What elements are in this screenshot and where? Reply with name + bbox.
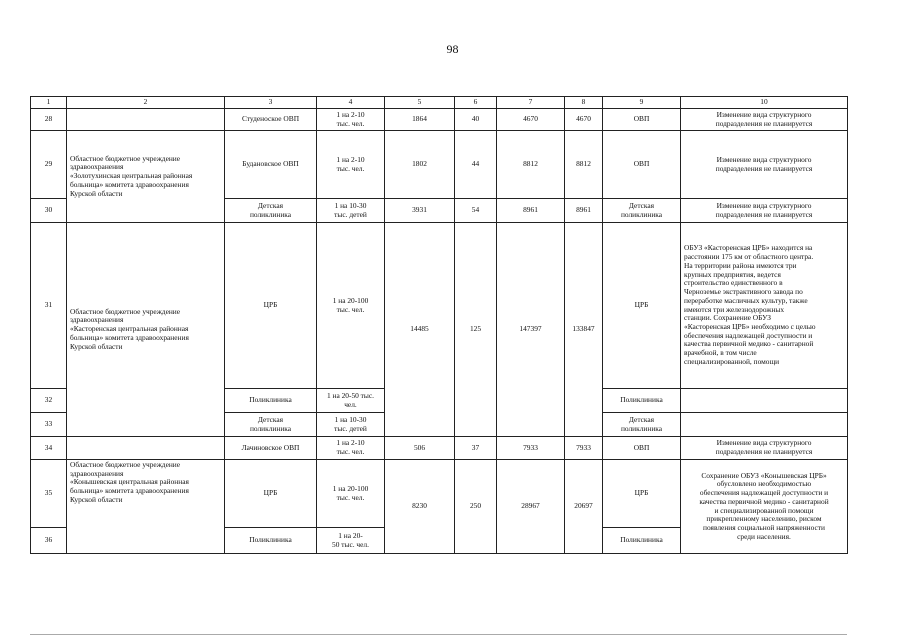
column-header: 1 [31,97,67,109]
note-cell: Изменение вида структурного подразделения не планируется [681,109,848,131]
planned-unit-cell: Поликлиника [603,528,681,554]
value-cell: 14485 [385,223,455,437]
note-cell: ОБУЗ «Касторенская ЦРБ» находится на расстоянии 175 км от областного центра. На территории района имеются три крупных предприятия, ведется строительство единственного в Черноземье экстрактивного завода по переработке масличных культур, также имеются три железнодорожных станции. Сохранение ОБУЗ «Касторенская ЦРБ» необходимо с целью обеспечения надлежащей доступности и качества первичной медико - санитарной врачебной, в том числе специализированной, помощи [681,223,848,389]
value-cell: 8812 [565,131,603,199]
planned-unit-cell: ЦРБ [603,223,681,389]
column-header: 8 [565,97,603,109]
value-cell: 37 [455,437,497,460]
table-row [31,460,848,528]
row-number: 32 [31,389,67,413]
value-cell: 40 [455,109,497,131]
planned-unit-cell: Поликлиника [603,389,681,413]
value-cell: 28967 [497,460,565,554]
column-header: 3 [225,97,317,109]
row-number: 29 [31,131,67,199]
value-cell: 8961 [565,199,603,223]
value-cell: 8230 [385,460,455,554]
row-number: 30 [31,199,67,223]
value-cell: 20697 [565,460,603,554]
institution-cell [67,109,225,131]
unit-cell: Будановское ОВП [225,131,317,199]
column-header: 2 [67,97,225,109]
planned-unit-cell: ОВП [603,437,681,460]
row-number: 31 [31,223,67,389]
planned-unit-cell: ОВП [603,109,681,131]
planned-unit-cell: ОВП [603,131,681,199]
norm-cell: 1 на 20-100 тыс. чел. [317,223,385,389]
value-cell: 7933 [565,437,603,460]
value-cell: 250 [455,460,497,554]
value-cell: 506 [385,437,455,460]
note-cell: Изменение вида структурного подразделения не планируется [681,437,848,460]
value-cell: 54 [455,199,497,223]
planned-unit-cell: Детская поликлиника [603,413,681,437]
unit-cell: Поликлиника [225,389,317,413]
row-number: 28 [31,109,67,131]
page-bottom-rule [30,634,847,635]
value-cell: 4670 [497,109,565,131]
planned-unit-cell: ЦРБ [603,460,681,528]
unit-cell: Студеноское ОВП [225,109,317,131]
value-cell: 3931 [385,199,455,223]
column-header: 10 [681,97,848,109]
note-cell [681,413,848,437]
value-cell: 8812 [497,131,565,199]
column-header: 6 [455,97,497,109]
norm-cell: 1 на 10-30 тыс. детей [317,199,385,223]
institution-cell: Областное бюджетное учреждение здравоохранения «Конышевская центральная районная больница» комитета здравоохранения Курской области [67,460,225,554]
unit-cell: Детская поликлиника [225,413,317,437]
norm-cell: 1 на 10-30 тыс. детей [317,413,385,437]
facilities-table [30,96,848,554]
value-cell: 1802 [385,131,455,199]
institution-cell: Областное бюджетное учреждение здравоохранения «Золотухинская центральная районная больница» комитета здравоохранения Курской области [67,131,225,223]
value-cell: 44 [455,131,497,199]
row-number: 33 [31,413,67,437]
value-cell: 125 [455,223,497,437]
table-row [31,131,848,199]
note-cell: Сохранение ОБУЗ «Конышевская ЦРБ» обусловлено необходимостью обеспечения надлежащей доступности и качества первичной медико - санитарной и специализированной помощи прикрепленному населению, риском появления социальной напряженности среди населения. [681,460,848,554]
note-cell [681,389,848,413]
note-cell: Изменение вида структурного подразделения не планируется [681,131,848,199]
column-header: 4 [317,97,385,109]
unit-cell: Поликлиника [225,528,317,554]
row-number: 35 [31,460,67,528]
value-cell: 147397 [497,223,565,437]
table-row [31,223,848,389]
planned-unit-cell: Детская поликлиника [603,199,681,223]
norm-cell: 1 на 2-10 тыс. чел. [317,437,385,460]
unit-cell: ЦРБ [225,223,317,389]
value-cell: 7933 [497,437,565,460]
column-header: 9 [603,97,681,109]
note-cell: Изменение вида структурного подразделения не планируется [681,199,848,223]
norm-cell: 1 на 2-10 тыс. чел. [317,131,385,199]
row-number: 34 [31,437,67,460]
row-number: 36 [31,528,67,554]
unit-cell: ЦРБ [225,460,317,528]
institution-cell [67,437,225,460]
norm-cell: 1 на 2-10 тыс. чел. [317,109,385,131]
unit-cell: Лачиновское ОВП [225,437,317,460]
institution-cell: Областное бюджетное учреждение здравоохранения «Касторенская центральная районная больница» комитета здравоохранения Курской области [67,223,225,437]
unit-cell: Детская поликлиника [225,199,317,223]
value-cell: 1864 [385,109,455,131]
column-header: 7 [497,97,565,109]
value-cell: 8961 [497,199,565,223]
header-row [31,97,848,109]
column-header: 5 [385,97,455,109]
norm-cell: 1 на 20- 50 тыс. чел. [317,528,385,554]
value-cell: 133847 [565,223,603,437]
norm-cell: 1 на 20-100 тыс. чел. [317,460,385,528]
value-cell: 4670 [565,109,603,131]
page-number: 98 [446,42,459,56]
table-row [31,437,848,460]
table-row [31,109,848,131]
norm-cell: 1 на 20-50 тыс. чел. [317,389,385,413]
